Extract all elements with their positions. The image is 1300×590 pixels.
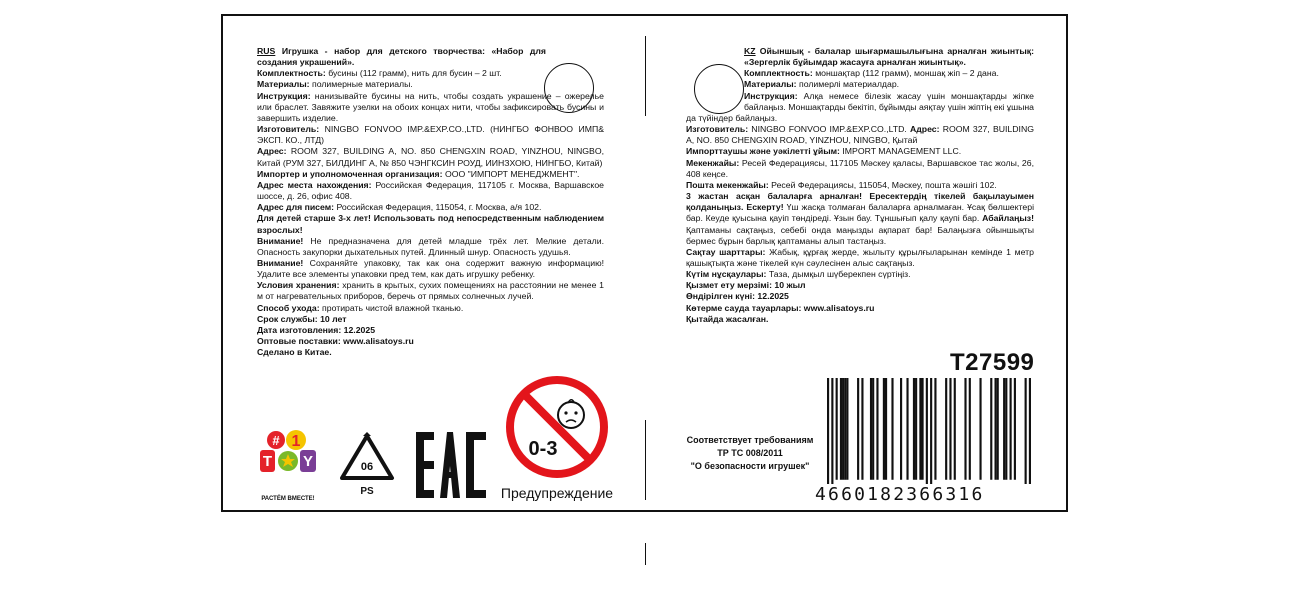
kz-storage: Сақтау шарттары: Жабық, құрғақ жерде, жылыту құрылғыларынан кемінде 1 метр қашықтықта және тікелей күн сәулесінен алыс сақтаңыз. [686,246,1034,268]
barcode-number: 4660182366316 [815,484,985,505]
kz-made-in: Қытайда жасалған. [686,313,769,324]
ru-importer: Импортер и уполномоченная организация: ООО "ИМПОРТ МЕНЕДЖМЕНТ". [257,168,580,179]
barcode-bar [1003,378,1005,480]
warning-label: Предупреждение [500,485,614,501]
svg-text:Y: Y [302,453,314,470]
barcode-bar [872,378,874,480]
ru-mail-address: Адрес для писем: Российская Федерация, 115054, г. Москва, а/я 102. [257,202,542,213]
kz-materials: Материалы: полимерлі материалдар. [744,79,900,90]
barcode-bar [857,378,859,480]
svg-text:T: T [262,453,273,470]
fold-line-top [645,36,646,116]
ru-storage: Условия хранения: хранить в крытых, сухих помещениях на расстоянии не менее 1 м от нагревательных приборов, беречь от прямых солнечных лучей. [257,280,604,302]
svg-text:#: # [272,433,280,448]
kz-care: Күтім нұсқаулары: Таза, дымқыл шүберекпен сүртіңіз. [686,269,911,280]
compliance-statement [660,434,840,473]
kz-title: KZ Ойыншық - балалар шығармашылығына арналған жиынтық: «Зергерлік бұйымдар жасауға арналған жиынтық». [744,46,1034,68]
ru-materials: Материалы: полимерные материалы. [257,79,413,90]
ru-made-in: Сделано в Китае. [257,347,332,358]
kz-service-life: Қызмет ету мерзімі: 10 жыл [686,280,806,291]
barcode-bar [913,378,915,480]
age-range: 0-3 [528,438,558,460]
eac-mark-icon [414,430,488,500]
ru-manufacture-date: Дата изготовления: 12.2025 [257,324,376,335]
barcode-bar [919,378,921,480]
barcode-bar [949,378,951,480]
barcode-bar [1025,378,1027,484]
kz-manufacturer: Изготовитель: NINGBO FONVOO IMP.&EXP.CO.,LTD. Адрес: ROOM 327, BUILDING A, NO. 850 CHENGXIN ROAD, YINZHOU, NINGBO, Қытай [686,124,1034,146]
barcode-bar [997,378,999,480]
ru-attention: Внимание! Не предназначена для детей младше трёх лет. Мелкие детали. Опасность закупорки дыхательных путей. Длинный шнур. Опасность удушья. [257,235,604,257]
kz-set: Комплектность: моншақтар (112 грамм), моншақ жіп – 2 дана. [744,68,999,79]
barcode-bar [876,378,878,480]
kz-age-warning: 3 жастан асқан балаларға арналған! Ересектердің тікелей бақылауымен қолданыңыз. Ескерту! Үш жасқа толмаған балаларға арналмаған. Ұсақ бөлшектері бар. Кеуде қуысына қауіп төндіреді. Ұзын бау. Тұншығып қалу қаупі бар. Абайлаңыз! Қаптаманы сақтаңыз, себебі онда маңызды ақпарат бар! Балаңызға ойыншықты бермес бұрын барлық қаптаманы алып тастаңыз. [686,191,1034,246]
barcode-bar [921,378,923,480]
barcode-bar [926,378,928,484]
brand-slogan: РАСТЁМ ВМЕСТЕ! [261,496,315,502]
product-code: T27599 [950,349,1035,376]
barcode-bar [885,378,887,480]
kz-location: Мекенжайы: Ресей Федерациясы, 117105 Мәскеу қаласы, Варшавское тас жолы, 26, 408 кеңсе. [686,157,1034,179]
kz-wholesale: Көтерме сауда тауарлары: www.alisatoys.ru [686,302,875,313]
barcode-bar [883,378,885,480]
ru-title: RUS Игрушка - набор для детского творчества: «Набор для создания украшений». [257,46,546,68]
barcode-bar [1010,378,1012,480]
compliance-line-3: "О безопасности игрушек" [690,461,810,471]
kazakh-text-block [686,46,1034,325]
ru-manufacturer: Изготовитель: NINGBO FONVOO IMP.&EXP.CO.,LTD. (НИНГБО ФОНВОО ИМП& ЭКСП. КО., ЛТД) [257,124,604,146]
compliance-line-2: ТР ТС 008/2011 [717,448,783,458]
barcode-bar [930,378,932,484]
russian-text-block [257,46,604,358]
barcode-bar [836,378,838,480]
recycle-icon [338,432,396,498]
kz-importer: Импорттаушы және уәкілетті ұйым: IMPORT MANAGEMENT LLC. [686,146,962,157]
fold-line-middle [645,420,646,500]
barcode-bar [891,378,893,480]
kz-mail-address: Пошта мекенжайы: Ресей Федерациясы, 115054, Мәскеу, пошта жәшігі 102. [686,179,997,190]
age-warning-icon [505,375,609,479]
barcode-bar [994,378,996,480]
recycle-number: 06 [360,461,374,473]
recycle-material: PS [360,486,374,497]
barcode-bar [1005,378,1007,480]
barcode-bar [870,378,872,480]
ru-wholesale: Оптовые поставки: www.alisatoys.ru [257,336,414,347]
barcode-bar [844,378,846,480]
barcode-bar [840,378,842,480]
barcode-bar [990,378,992,480]
fold-line-bottom [645,543,646,565]
barcode-bar [906,378,908,480]
barcode-bar [934,378,936,480]
ru-set: Комплектность: бусины (112 грамм), нить для бусин – 2 шт. [257,68,502,79]
ru-attention-packaging: Внимание! Сохраняйте упаковку, так как она содержит важную информацию! Удалите все элементы упаковки пред тем, как дать игрушку ребенку. [257,257,604,280]
ru-care: Способ ухода: протирать чистой влажной тканью. [257,302,464,313]
barcode-bar [900,378,902,480]
ru-instruction: Инструкция: нанизывайте бусины на нить, чтобы создать украшение – ожерелье или браслет. Завяжите узелки на обоих концах нити, чтобы зафиксировать бусины и завершить изделие. [257,90,604,123]
barcode [827,378,1031,484]
svg-text:1: 1 [291,433,301,450]
barcode-bar [964,378,966,480]
ru-service-life: Срок службы: 10 лет [257,313,347,324]
barcode-bar [915,378,917,480]
barcode-bar [1029,378,1031,484]
ru-age-notice: Для детей старше 3-х лет! Использовать под непосредственным наблюдением взрослых! [257,213,604,235]
barcode-bar [945,378,947,480]
barcode-bar [846,378,848,480]
barcode-bar [842,378,844,480]
barcode-bar [954,378,956,480]
compliance-line-1: Соответствует требованиям [686,435,814,445]
brand-logo-icon [256,428,320,502]
barcode-bar [831,378,833,484]
barcode-bar [827,378,829,484]
kz-manufacture-date: Өндірілген күні: 12.2025 [686,291,789,302]
kz-instruction: Инструкция: Алқа немесе білезік жасау үшін моншақтарды жіпке байлаңыз. Моншақтарды бекітіп, бұйымды аяқтау үшін жіптің екі ұшына да түйіндер байлаңыз. [686,90,1034,123]
ru-address: Адрес: ROOM 327, BUILDING A, NO. 850 CHENGXIN ROAD, YINZHOU, NINGBO, Китай (РУМ 327, БИЛДИНГ А, № 850 ЧЭНГКСИН РОУД, ИИНЗХОЮ, НИНГБО, Китай) [257,146,604,168]
ru-location: Адрес места нахождения: Российская Федерация, 117105 г. Москва, Варшавское шоссе, д. 26, офис 408. [257,179,604,202]
barcode-bar [969,378,971,480]
barcode-bar [979,378,981,480]
barcode-bar [861,378,863,480]
barcode-bar [1014,378,1016,480]
